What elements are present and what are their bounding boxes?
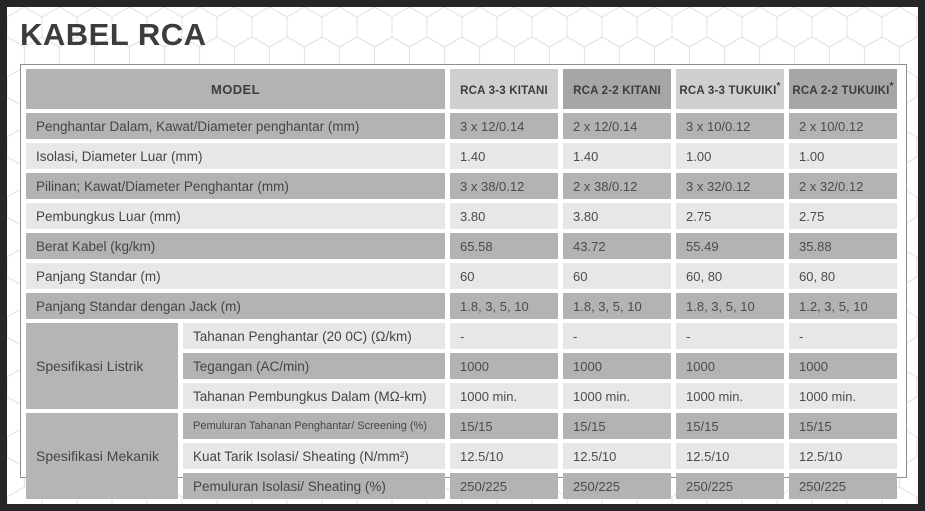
data-cell: 250/225 <box>450 473 558 499</box>
group-label-spesifikasi-listrik: Spesifikasi Listrik <box>26 323 178 409</box>
row-label: Panjang Standar dengan Jack (m) <box>26 293 445 319</box>
table-row <box>26 113 897 139</box>
row-label: Pembungkus Luar (mm) <box>26 203 445 229</box>
data-cell: 43.72 <box>563 233 671 259</box>
table-row <box>26 263 897 289</box>
group-label-spesifikasi-mekanik: Spesifikasi Mekanik <box>26 413 178 499</box>
column-header-asterisk: * <box>776 81 781 93</box>
data-cell: 250/225 <box>676 473 784 499</box>
data-cell: 1.8, 3, 5, 10 <box>563 293 671 319</box>
column-header-rca-2-2-tukuiki <box>789 69 897 109</box>
column-header-label: RCA 2-2 KITANI <box>573 84 661 97</box>
data-cell: 15/15 <box>789 413 897 439</box>
row-label: Tahanan Penghantar (20 0C) (Ω/km) <box>183 323 445 349</box>
data-cell: 1000 min. <box>676 383 784 409</box>
data-cell: 2 x 38/0.12 <box>563 173 671 199</box>
data-cell: 3 x 10/0.12 <box>676 113 784 139</box>
model-header-cell: MODEL <box>26 69 445 109</box>
data-cell: 1000 <box>789 353 897 379</box>
row-label: Tahanan Pembungkus Dalam (MΩ-km) <box>183 383 445 409</box>
column-header-label: RCA 3-3 TUKUIKI <box>679 84 777 97</box>
table-row <box>26 323 897 349</box>
data-cell: 1000 <box>676 353 784 379</box>
data-cell: 3.80 <box>450 203 558 229</box>
row-label: Kuat Tarik Isolasi/ Sheating (N/mm²) <box>183 443 445 469</box>
data-cell: 1.8, 3, 5, 10 <box>676 293 784 319</box>
column-header-rca-3-3-tukuiki <box>676 69 784 109</box>
data-cell: 12.5/10 <box>676 443 784 469</box>
data-cell: 1000 <box>563 353 671 379</box>
data-cell: - <box>789 323 897 349</box>
data-cell: 15/15 <box>450 413 558 439</box>
data-cell: 12.5/10 <box>450 443 558 469</box>
column-header-asterisk: * <box>889 81 894 93</box>
data-cell: 1.00 <box>789 143 897 169</box>
data-cell: 1.40 <box>450 143 558 169</box>
table-row <box>26 413 897 439</box>
table-row <box>26 203 897 229</box>
data-cell: - <box>676 323 784 349</box>
data-cell: 250/225 <box>563 473 671 499</box>
spec-table <box>21 65 902 503</box>
column-header-label: RCA 3-3 KITANI <box>460 84 548 97</box>
data-cell: 15/15 <box>676 413 784 439</box>
data-cell: - <box>450 323 558 349</box>
row-label: Isolasi, Diameter Luar (mm) <box>26 143 445 169</box>
data-cell: 15/15 <box>563 413 671 439</box>
data-cell: 60, 80 <box>676 263 784 289</box>
column-header-label: RCA 2-2 TUKUIKI <box>792 84 890 97</box>
table-row <box>26 293 897 319</box>
data-cell: 2 x 12/0.14 <box>563 113 671 139</box>
column-header-rca-3-3-kitani <box>450 69 558 109</box>
data-cell: 1.00 <box>676 143 784 169</box>
data-cell: 12.5/10 <box>563 443 671 469</box>
data-cell: 3 x 32/0.12 <box>676 173 784 199</box>
table-frame <box>20 64 907 494</box>
data-cell: 12.5/10 <box>789 443 897 469</box>
row-label: Panjang Standar (m) <box>26 263 445 289</box>
data-cell: 35.88 <box>789 233 897 259</box>
row-label: Penghantar Dalam, Kawat/Diameter penghantar (mm) <box>26 113 445 139</box>
data-cell: 250/225 <box>789 473 897 499</box>
data-cell: 1.2, 3, 5, 10 <box>789 293 897 319</box>
table-row <box>26 233 897 259</box>
data-cell: 60 <box>450 263 558 289</box>
row-label: Pilinan; Kawat/Diameter Penghantar (mm) <box>26 173 445 199</box>
data-cell: 3.80 <box>563 203 671 229</box>
data-cell: 3 x 38/0.12 <box>450 173 558 199</box>
data-cell: 1.40 <box>563 143 671 169</box>
data-cell: - <box>563 323 671 349</box>
row-label: Berat Kabel (kg/km) <box>26 233 445 259</box>
data-cell: 65.58 <box>450 233 558 259</box>
data-cell: 1000 <box>450 353 558 379</box>
data-cell: 55.49 <box>676 233 784 259</box>
data-cell: 2 x 32/0.12 <box>789 173 897 199</box>
table-header-row <box>26 69 897 109</box>
row-label: Pemuluran Isolasi/ Sheating (%) <box>183 473 445 499</box>
table-row <box>26 143 897 169</box>
data-cell: 2.75 <box>676 203 784 229</box>
data-cell: 1.8, 3, 5, 10 <box>450 293 558 319</box>
data-cell: 1000 min. <box>563 383 671 409</box>
data-cell: 3 x 12/0.14 <box>450 113 558 139</box>
row-label: Pemuluran Tahanan Penghantar/ Screening (%) <box>183 413 445 439</box>
page-title: KABEL RCA <box>20 17 207 52</box>
row-label: Tegangan (AC/min) <box>183 353 445 379</box>
data-cell: 60, 80 <box>789 263 897 289</box>
table-row <box>26 173 897 199</box>
data-cell: 2 x 10/0.12 <box>789 113 897 139</box>
data-cell: 60 <box>563 263 671 289</box>
column-header-rca-2-2-kitani <box>563 69 671 109</box>
data-cell: 1000 min. <box>789 383 897 409</box>
data-cell: 2.75 <box>789 203 897 229</box>
data-cell: 1000 min. <box>450 383 558 409</box>
